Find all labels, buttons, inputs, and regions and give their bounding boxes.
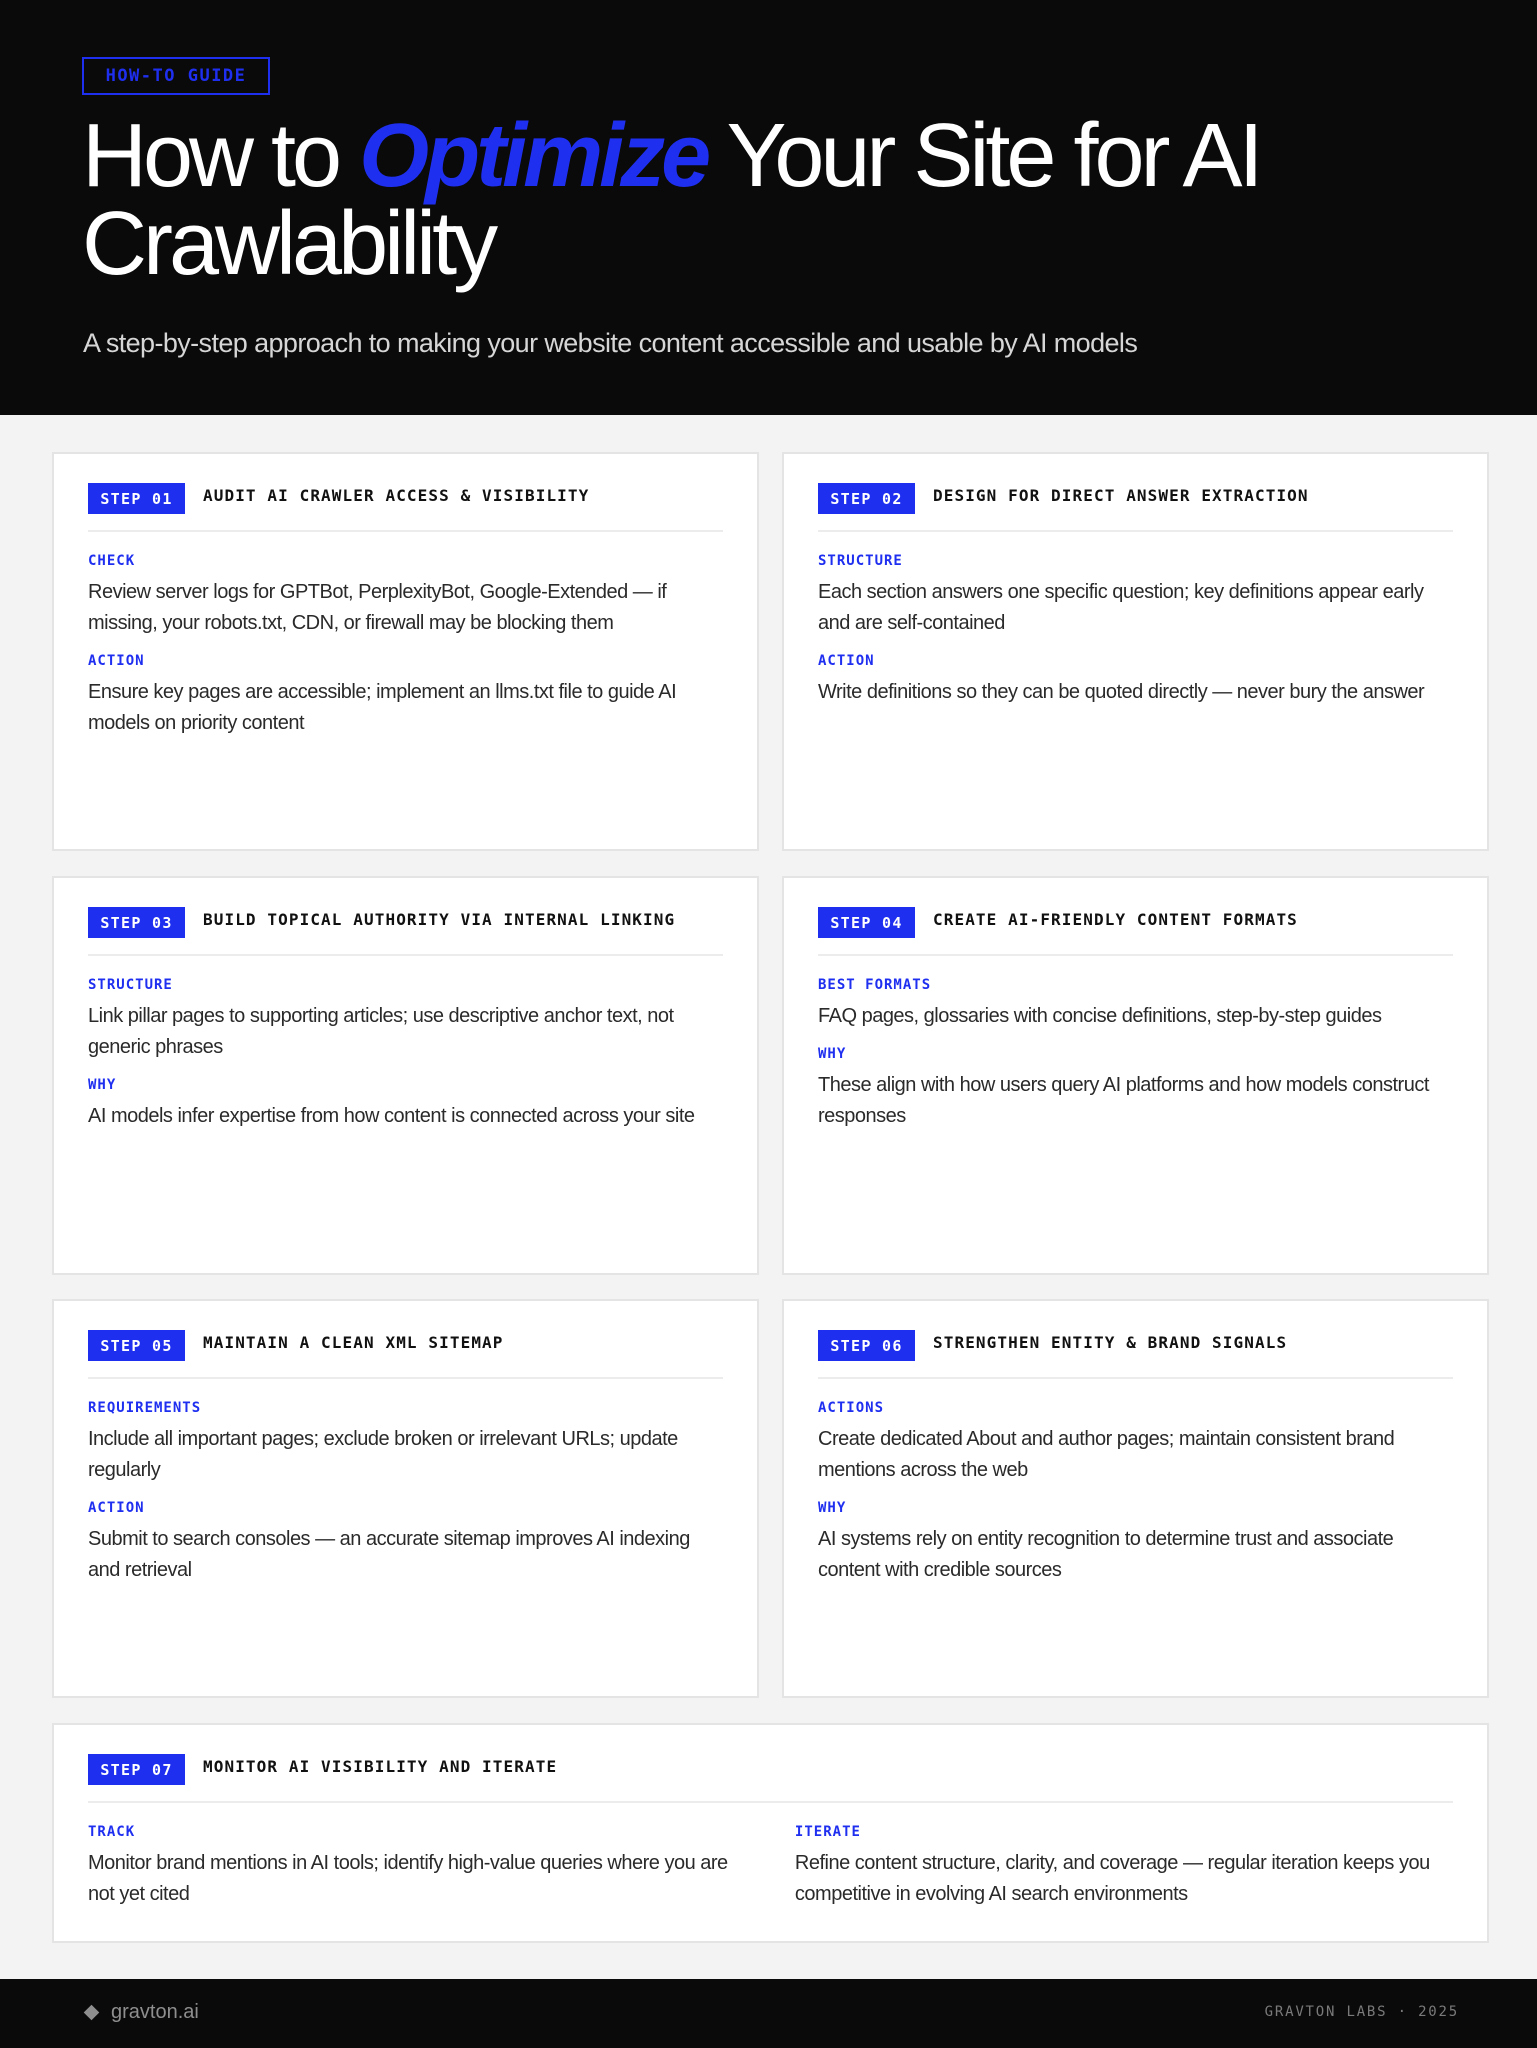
step-badge: STEP 04: [818, 907, 915, 938]
step-title: STRENGTHEN ENTITY & BRAND SIGNALS: [933, 1333, 1288, 1352]
section-label: ACTIONS: [818, 1400, 885, 1416]
step-title: MAINTAIN A CLEAN XML SITEMAP: [203, 1333, 504, 1352]
section-text: AI systems rely on entity recognition to determine trust and associate content with credible sources: [818, 1528, 1394, 1581]
step-card-header: [88, 1330, 723, 1379]
step-title: DESIGN FOR DIRECT ANSWER EXTRACTION: [933, 486, 1309, 505]
step-title: CREATE AI-FRIENDLY CONTENT FORMATS: [933, 910, 1298, 929]
section-text: Refine content structure, clarity, and coverage — regular iteration keeps you competitive in evolving AI search environments: [794, 1852, 1430, 1905]
step-section: [818, 552, 1453, 639]
section-text: Create dedicated About and author pages; maintain consistent brand mentions across the web: [818, 1428, 1395, 1481]
step-section: [818, 976, 1453, 1032]
step-badge: STEP 03: [88, 907, 185, 938]
step-card-body: [88, 1823, 1453, 1923]
section-label: WHY: [818, 1046, 847, 1062]
step-card-07: [52, 1723, 1489, 1943]
section-label: ACTION: [88, 653, 145, 669]
section-text: Each section answers one specific question; key definitions appear early and are self-contained: [818, 581, 1424, 634]
section-text: Monitor brand mentions in AI tools; identify high-value queries where you are not yet cited: [88, 1852, 728, 1905]
step-title: BUILD TOPICAL AUTHORITY VIA INTERNAL LINKING: [203, 910, 676, 929]
step-section: [818, 652, 1453, 708]
step-section: [88, 1399, 723, 1486]
step-card-06: [782, 1299, 1489, 1698]
section-label: STRUCTURE: [88, 977, 173, 993]
step-badge: STEP 02: [818, 483, 915, 514]
step-card-body: [818, 976, 1453, 1145]
step-section: [88, 1076, 723, 1132]
step-section: [88, 552, 723, 639]
section-text: Link pillar pages to supporting articles; use descriptive anchor text, not generic phrases: [88, 1005, 674, 1058]
step-section: [88, 1499, 723, 1586]
section-text: Ensure key pages are accessible; implement an llms.txt file to guide AI models on priority content: [88, 681, 677, 734]
step-card-body: [88, 1399, 723, 1599]
step-section: [818, 1045, 1453, 1132]
step-section: [88, 976, 723, 1063]
step-card-04: [782, 876, 1489, 1275]
step-section: [88, 652, 723, 739]
diamond-icon: [84, 2005, 100, 2021]
title-prefix: How to: [82, 106, 360, 206]
section-label: ACTION: [88, 1500, 145, 1516]
section-text: FAQ pages, glossaries with concise definitions, step-by-step guides: [818, 1005, 1382, 1027]
page-subtitle: A step-by-step approach to making your website content accessible and usable by AI models: [83, 328, 1138, 358]
section-text: These align with how users query AI platforms and how models construct responses: [818, 1074, 1429, 1127]
step-card-header: [88, 1754, 1453, 1803]
section-label: WHY: [88, 1077, 117, 1093]
step-card-body: [88, 552, 723, 752]
step-card-header: [88, 907, 723, 956]
title-accent-word: Optimize: [359, 106, 708, 206]
step-badge: STEP 01: [88, 483, 185, 514]
section-label: BEST FORMATS: [818, 977, 932, 993]
page-title: [82, 106, 1482, 294]
step-card-05: [52, 1299, 759, 1698]
section-label: STRUCTURE: [818, 553, 903, 569]
step-card-02: [782, 452, 1489, 851]
step-card-header: [818, 1330, 1453, 1379]
step-card-01: [52, 452, 759, 851]
step-section: [818, 1499, 1453, 1586]
step-card-header: [818, 907, 1453, 956]
hero-header: [0, 0, 1537, 415]
step-section: [88, 1823, 795, 1923]
section-text: Submit to search consoles — an accurate sitemap improves AI indexing and retrieval: [88, 1528, 690, 1581]
guide-type-badge: HOW-TO GUIDE: [82, 57, 270, 95]
section-text: Write definitions so they can be quoted directly — never bury the answer: [818, 681, 1425, 703]
section-label: WHY: [818, 1500, 847, 1516]
section-label: ITERATE: [794, 1824, 861, 1840]
step-card-03: [52, 876, 759, 1275]
footer-brand: [84, 2001, 199, 2024]
step-card-body: [818, 1399, 1453, 1599]
step-badge: STEP 06: [818, 1330, 915, 1361]
step-badge: STEP 07: [88, 1754, 185, 1785]
section-label: TRACK: [88, 1824, 136, 1840]
step-card-header: [88, 483, 723, 532]
section-text: AI models infer expertise from how content is connected across your site: [88, 1105, 695, 1127]
footer-credit: GRAVTON LABS · 2025: [1264, 2004, 1459, 2020]
step-card-body: [818, 552, 1453, 721]
step-section: [795, 1823, 1453, 1923]
step-title: AUDIT AI CRAWLER ACCESS & VISIBILITY: [203, 486, 590, 505]
title-suffix: Your Site for AI Crawlability: [82, 106, 1260, 294]
section-label: REQUIREMENTS: [88, 1400, 202, 1416]
section-text: Include all important pages; exclude broken or irrelevant URLs; update regularly: [88, 1428, 678, 1481]
step-badge: STEP 05: [88, 1330, 185, 1361]
section-text: Review server logs for GPTBot, PerplexityBot, Google-Extended — if missing, your robots.txt, CDN, or firewall may be blocking them: [88, 581, 667, 634]
brand-name: gravton.ai: [111, 2001, 199, 2023]
step-section: [818, 1399, 1453, 1486]
step-card-header: [818, 483, 1453, 532]
section-label: CHECK: [88, 553, 136, 569]
section-label: ACTION: [818, 653, 875, 669]
page-footer: [0, 1979, 1537, 2048]
step-card-body: [88, 976, 723, 1145]
step-title: MONITOR AI VISIBILITY AND ITERATE: [203, 1757, 558, 1776]
